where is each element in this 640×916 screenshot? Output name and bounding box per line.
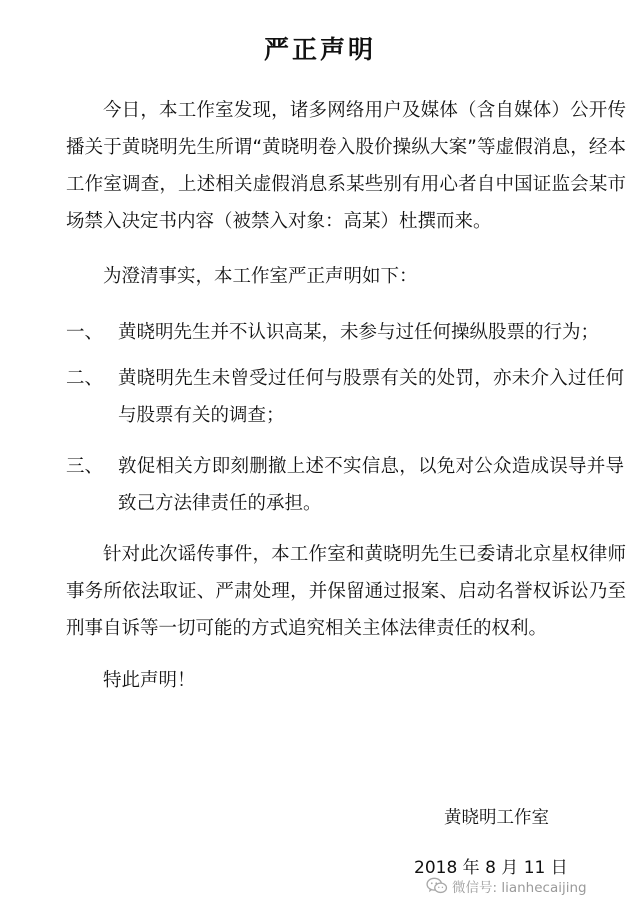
item-number: 一、 bbox=[66, 322, 104, 343]
item-number: 二、 bbox=[66, 368, 104, 389]
paragraph-legal-action: 针对此次谣传事件，本工作室和黄晓明先生已委请北京星权律师事务所依法取证、严肃处理，并保留通过报案、启动名誉权诉讼乃至刑事自诉等一切可能的方式追究相关主体法律责任的权利。 bbox=[66, 544, 626, 639]
paragraph-discovery: 今日，本工作室发现，诸多网络用户及媒体（含自媒体）公开传播关于黄晓明先生所谓“黄晓明卷入股价操纵大案”等虚假消息，经本工作室调查，上述相关虚假消息系某些别有用心者自中国证监会某市场禁入决定书内容（被禁入对象：高某）杜撰而来。 bbox=[66, 100, 626, 232]
paragraph-declaration-intro: 为澄清事实，本工作室严正声明如下： bbox=[103, 266, 418, 287]
item-text: 黄晓明先生并不认识高某，未参与过任何操纵股票的行为； bbox=[118, 322, 600, 343]
statement-date: 2018 年 8 月 11 日 bbox=[414, 858, 568, 878]
item-text: 敦促相关方即刻删撤上述不实信息，以免对公众造成误导并导致己方法律责任的承担。 bbox=[118, 456, 624, 514]
signature: 黄晓明工作室 bbox=[444, 808, 549, 828]
document-title: 严正声明 bbox=[263, 35, 376, 64]
item-number: 三、 bbox=[66, 456, 104, 477]
wechat-icon bbox=[426, 877, 448, 895]
wechat-watermark bbox=[426, 874, 587, 898]
paragraph-closing: 特此声明！ bbox=[103, 670, 196, 691]
watermark-text: 微信号: lianhecaijing bbox=[452, 880, 587, 896]
item-text: 黄晓明先生未曾受过任何与股票有关的处罚，亦未介入过任何与股票有关的调查； bbox=[118, 368, 624, 426]
